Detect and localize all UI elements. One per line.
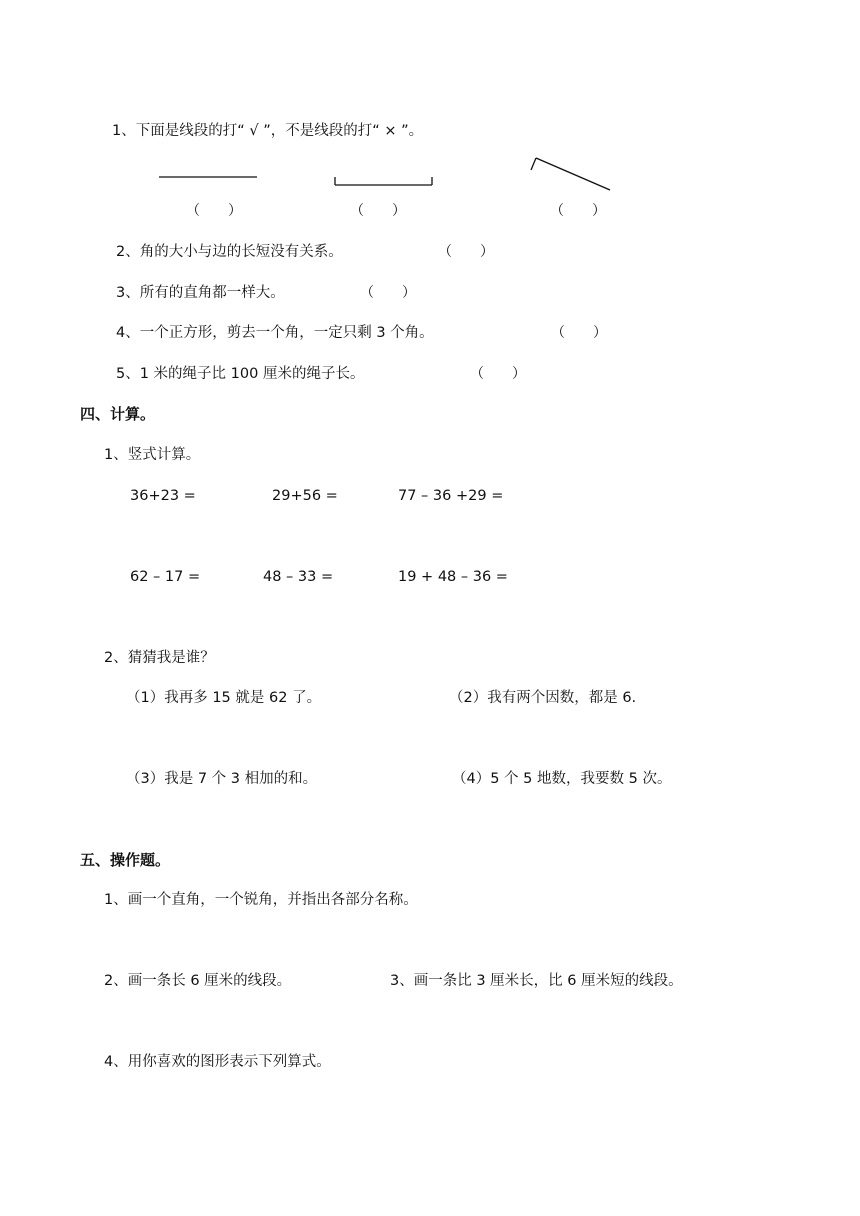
ops-question-4: 4、用你喜欢的图形表示下列算式。	[104, 1054, 331, 1070]
answer-paren-2[interactable]: （ ）	[438, 244, 494, 260]
answer-paren-figure-3[interactable]: （ ）	[550, 203, 606, 219]
calc-question-1: 1、竖式计算。	[104, 447, 201, 463]
answer-paren-3[interactable]: （ ）	[360, 285, 416, 301]
ops-question-3: 3、画一条比 3 厘米长，比 6 厘米短的线段。	[390, 973, 683, 989]
guess-item-4: （4）5 个 5 地数，我要数 5 次。	[452, 771, 672, 787]
calc-expr-2: 29+56 =	[272, 488, 338, 504]
answer-paren-figure-2[interactable]: （ ）	[350, 203, 406, 219]
section-heading-ops: 五、操作题。	[80, 851, 171, 869]
figure-angle	[531, 158, 610, 190]
calc-expr-1: 36+23 =	[130, 488, 196, 504]
judge-question-4: 4、一个正方形，剪去一个角，一定只剩 3 个角。	[116, 325, 434, 341]
guess-item-2: （2）我有两个因数，都是 6.	[449, 690, 637, 706]
answer-paren-5[interactable]: （ ）	[470, 366, 526, 382]
calc-expr-4: 62 – 17 =	[130, 569, 201, 585]
judge-question-2: 2、角的大小与边的长短没有关系。	[116, 244, 343, 260]
answer-paren-4[interactable]: （ ）	[551, 325, 607, 341]
calc-expr-5: 48 – 33 =	[263, 569, 334, 585]
ops-question-2: 2、画一条长 6 厘米的线段。	[104, 973, 292, 989]
answer-paren-figure-1[interactable]: （ ）	[186, 203, 242, 219]
guess-item-3: （3）我是 7 个 3 相加的和。	[126, 771, 318, 787]
calc-expr-6: 19 + 48 – 36 =	[398, 569, 508, 585]
judge-question-3: 3、所有的直角都一样大。	[116, 285, 285, 301]
figure-bracketed-segment	[335, 177, 432, 185]
ops-question-1: 1、画一个直角，一个锐角，并指出各部分名称。	[104, 892, 418, 908]
judge-question-1: 1、下面是线段的打“ √ ”，不是线段的打“ × ”。	[112, 123, 424, 139]
calc-expr-3: 77 – 36 +29 =	[398, 488, 504, 504]
line-figures	[0, 0, 860, 220]
guess-item-1: （1）我再多 15 就是 62 了。	[126, 690, 322, 706]
section-heading-calc: 四、计算。	[80, 405, 156, 423]
calc-question-2: 2、猜猜我是谁？	[104, 650, 215, 666]
judge-question-5: 5、1 米的绳子比 100 厘米的绳子长。	[116, 366, 365, 382]
